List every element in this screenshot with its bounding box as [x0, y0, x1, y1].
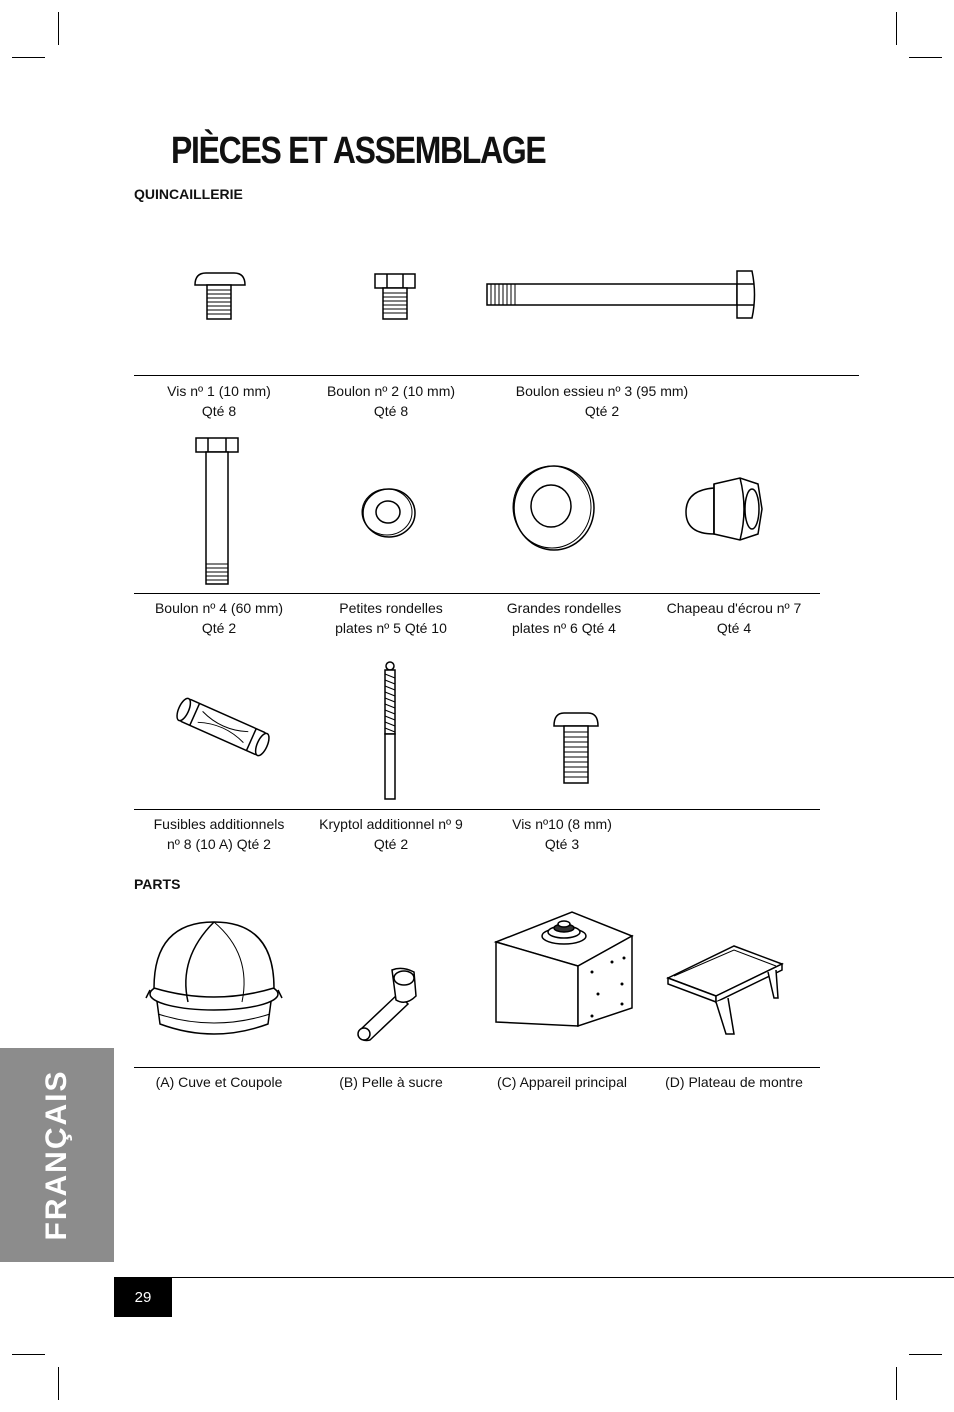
- small-washer-icon: [360, 486, 418, 540]
- crop-mark: [896, 12, 897, 45]
- crop-mark: [909, 57, 942, 58]
- small-screw-icon: [551, 710, 601, 786]
- sugar-scoop-icon: [352, 964, 422, 1044]
- caption-bolt-2: Boulon nº 2 (10 mm) Qté 8: [326, 383, 456, 419]
- caption-part-d: (D) Plateau de montre: [665, 1074, 803, 1090]
- long-bolt-icon: [194, 436, 240, 588]
- divider: [134, 375, 859, 376]
- caption-bolt-4: Boulon nº 4 (60 mm) Qté 2: [154, 600, 284, 636]
- section-heading-parts: PARTS: [134, 876, 181, 892]
- display-tray-icon: [664, 938, 788, 1038]
- main-unit-icon: [492, 908, 636, 1028]
- crop-mark: [909, 1354, 942, 1355]
- caption-screw-1: Vis nº 1 (10 mm) Qté 8: [167, 383, 271, 419]
- axle-bolt-icon: [484, 268, 760, 322]
- cap-nut-icon: [684, 476, 766, 542]
- caption-small-washers-5: Petites rondelles plates nº 5 Qté 10: [335, 600, 447, 636]
- crop-mark: [58, 12, 59, 45]
- page-title: PIÈCES ET ASSEMBLAGE: [171, 130, 546, 172]
- caption-fuses-8: Fusibles additionnels nº 8 (10 A) Qté 2: [153, 816, 285, 852]
- screw-icon: [192, 270, 248, 322]
- crop-mark: [12, 1354, 45, 1355]
- language-tab: [0, 1048, 114, 1262]
- crop-mark: [58, 1367, 59, 1400]
- divider: [134, 809, 820, 810]
- caption-cap-nut-7: Chapeau d'écrou nº 7 Qté 4: [666, 600, 802, 636]
- language-tab-label: FRANÇAIS: [40, 1069, 73, 1241]
- caption-large-washers-6: Grandes rondelles plates nº 6 Qté 4: [506, 600, 622, 636]
- caption-part-c: (C) Appareil principal: [497, 1074, 627, 1090]
- crop-mark: [12, 57, 45, 58]
- large-washer-icon: [511, 463, 597, 553]
- caption-part-a: (A) Cuve et Coupole: [155, 1074, 283, 1090]
- section-heading-hardware: QUINCAILLERIE: [134, 186, 243, 202]
- caption-part-b: (B) Pelle à sucre: [339, 1074, 443, 1090]
- fuse-icon: [168, 694, 278, 760]
- divider: [134, 593, 820, 594]
- footer-rule: [114, 1277, 954, 1278]
- caption-kryptol-9: Kryptol additionnel nº 9 Qté 2: [319, 816, 463, 852]
- divider: [134, 1067, 820, 1068]
- page-number: 29: [114, 1278, 172, 1317]
- caption-screw-10: Vis nº10 (8 mm) Qté 3: [512, 816, 612, 852]
- crop-mark: [896, 1367, 897, 1400]
- short-bolt-icon: [372, 272, 418, 322]
- kryptol-rod-icon: [380, 660, 400, 802]
- bowl-dome-icon: [144, 918, 284, 1044]
- caption-axle-bolt-3: Boulon essieu nº 3 (95 mm) Qté 2: [515, 383, 689, 419]
